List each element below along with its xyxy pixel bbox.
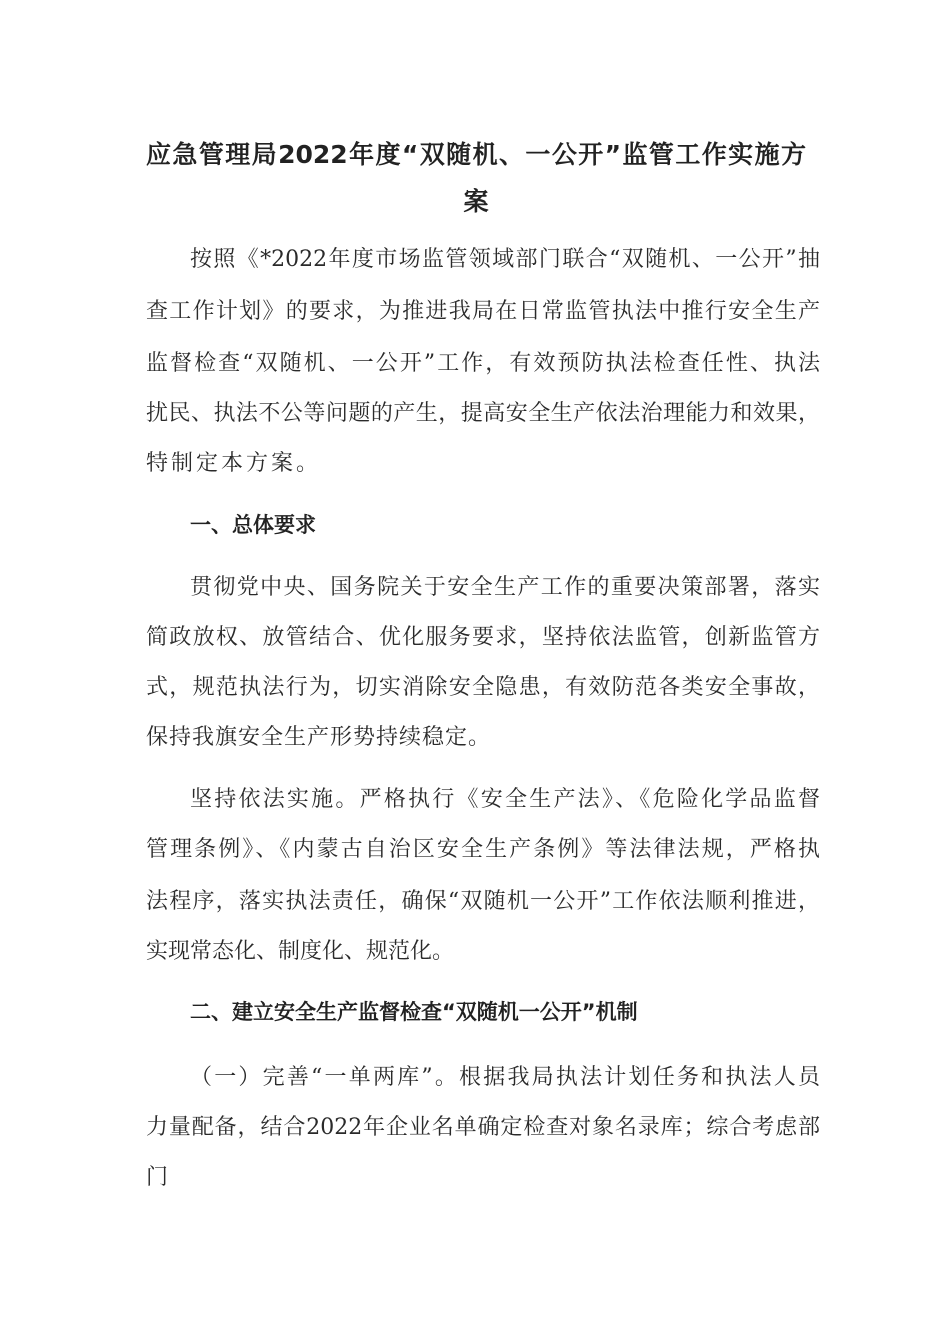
paragraph-2-line: 式，规范执法行为，切实消除安全隐患，有效防范各类安全事故，: [146, 675, 820, 700]
paragraph-1-line: 查工作计划》的要求，为推进我局在日常监管执法中推行安全生产: [146, 299, 820, 324]
paragraph-3-line: 实现常态化、制度化、规范化。: [146, 939, 455, 964]
paragraph-1-line: 按照《*2022年度市场监管领域部门联合“双随机、一公开”抽: [190, 247, 820, 272]
paragraph-2-line: 简政放权、放管结合、优化服务要求，坚持依法监管，创新监管方: [146, 625, 820, 650]
paragraph-1-line: 特制定本方案。: [146, 451, 322, 476]
paragraph-4-line: 门: [146, 1165, 169, 1190]
section-heading-1: 一、总体要求: [190, 513, 316, 537]
document-title-line-2: 案: [463, 187, 489, 216]
paragraph-3-line: 管理条例》、《内蒙古自治区安全生产条例》等法律法规，严格执: [146, 837, 820, 862]
paragraph-2-line: 保持我旗安全生产形势持续稳定。: [146, 725, 492, 750]
paragraph-2-line: 贯彻党中央、国务院关于安全生产工作的重要决策部署，落实: [190, 575, 820, 600]
paragraph-4-line: 力量配备，结合2022年企业名单确定检查对象名录库；综合考虑部: [146, 1115, 820, 1140]
document-title-line-1: 应急管理局2022年度“双随机、一公开”监管工作实施方: [146, 140, 806, 169]
paragraph-4-line: （一）完善“一单两库”。根据我局执法计划任务和执法人员: [190, 1065, 820, 1090]
paragraph-1-line: 监督检查“双随机、一公开”工作，有效预防执法检查任性、执法: [146, 351, 820, 376]
paragraph-3-line: 坚持依法实施。严格执行《安全生产法》、《危险化学品监督: [190, 787, 820, 812]
paragraph-1-line: 扰民、执法不公等问题的产生，提高安全生产依法治理能力和效果，: [146, 401, 820, 426]
paragraph-3-line: 法程序，落实执法责任，确保“双随机一公开”工作依法顺利推进，: [146, 889, 820, 914]
section-heading-2: 二、建立安全生产监督检查“双随机一公开”机制: [190, 1000, 638, 1024]
